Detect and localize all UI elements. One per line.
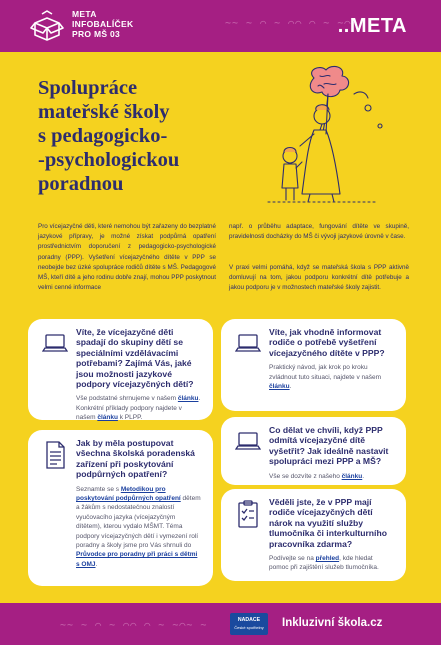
card-question: Jak by měla postupovat všechna školská poradenská zařízení při poskytování podpůrných opatření? xyxy=(76,438,195,480)
card-answer: Podívejte se na přehled, kde hledat pomoc při zajištění služeb tlumočníka. xyxy=(269,555,379,572)
clanek-link[interactable]: článku xyxy=(269,383,290,391)
info-card-ssp xyxy=(28,319,213,420)
info-card-interpreter xyxy=(221,489,406,581)
card-question: Co dělat ve chvíli, když PPP odmítá vícejazyčné dítě vyšetřit? Jak ideálně nastavit spolupráci mezi PPP a MŠ? xyxy=(269,425,389,467)
series-title: META INFOBALÍČEK PRO MŠ 03 xyxy=(72,9,134,39)
decorative-squiggle: ~~ ~ ⌒ ~ ⌒⌒ ⌒ ~ ~⌒~ ~ xyxy=(60,620,208,631)
info-card-ppp-procedure xyxy=(28,430,213,586)
nadace-ceske-sporitelny-logo[interactable]: NADACE České spořitelny xyxy=(230,613,268,635)
teacher-child-illustration xyxy=(228,64,428,204)
info-card-inform-parents xyxy=(221,319,406,411)
metodika-link[interactable]: Metodikou pro poskytování podpůrných opatření xyxy=(76,485,181,503)
open-box-icon xyxy=(30,9,64,43)
intro-left-paragraph: Pro vícejazyčné děti, které nemohou být zařazeny do bezplatné jazykové přípravy, je možné získat podpůrná opatření prostřednictvím doporučení z pedagogicko-psychologické poradny (PPP). Vyšetření vícejazyčného dítěte v PPP se neobejde bez úzké spolupráce rodičů dítěte s MŠ. Pedagogové MŠ, kteří dítě a jeho rodinu dobře znají, mohou PPP poskytnout velmi cenné informace xyxy=(38,223,216,292)
card-answer: Vše podstatné shrnujeme v našem článku. Konkrétní příklady podpory najdete v našem článku k PLPP. xyxy=(76,395,201,422)
laptop-icon xyxy=(235,427,261,457)
clipboard-checklist-icon xyxy=(235,499,261,529)
inkluzivni-skola-link[interactable]: Inkluzivní škola.cz xyxy=(282,617,383,629)
clanek-link[interactable]: článku xyxy=(177,395,199,403)
document-icon xyxy=(42,440,68,470)
prehled-link[interactable]: přehled xyxy=(315,555,340,563)
pruvodce-link[interactable]: Průvodce pro poradny při práci s dětmi s OMJ xyxy=(76,551,198,568)
page-title: Spolupráce mateřské školy s pedagogicko- -psychologickou poradnou xyxy=(38,77,180,195)
card-answer: Praktický návod, jak krok po kroku zvládnout tuto situaci, najdete v našem článku. xyxy=(269,364,382,391)
card-question: Věděli jste, že v PPP mají rodiče vícejazyčných dětí nárok na využití služby tlumočníka či interkulturního pracovníka zdarma? xyxy=(269,497,387,549)
clanek-plpp-link[interactable]: článku xyxy=(97,414,118,422)
laptop-icon xyxy=(235,329,261,359)
card-answer: Vše se dozvíte z našeho článku. xyxy=(269,472,365,480)
laptop-icon xyxy=(42,329,68,359)
decorative-squiggle: ~~ ~ ⌒ ~ ⌒⌒ ⌒ ~ ~⌒~ xyxy=(225,18,359,29)
meta-logo: ..META xyxy=(337,15,407,37)
card-question: Víte, jak vhodně informovat rodiče o potřebě vyšetření vícejazyčného dítěte v PPP? xyxy=(269,327,385,358)
card-answer: Seznamte se s Metodikou pro poskytování podpůrných opatření dětem a žákům s nedostatečnou znalostí vyučovacího jazyka (vícejazyčným dítětem), kterou vydalo MŠMT. Téma podpory vícejazyčných dětí i vymezení rolí poradny a školy jsme pro Vás shrnuli do Průvodce pro poradny při práci s dětmi s OMJ. xyxy=(76,485,201,568)
card-question: Víte, že vícejazyčné děti spadají do skupiny dětí se speciálními vzdělávacími potřebami? Zajímá Vás, jaké jsou možnosti jazykové podpory vícejazyčných dětí? xyxy=(76,327,194,390)
info-card-ppp-refuses xyxy=(221,417,406,485)
intro-right-paragraph-1: např. o průběhu adaptace, fungování dítěte ve skupině, pravidelnosti docházky do MŠ či vývoji jazykové úrovně v čase. xyxy=(229,223,409,241)
intro-right-paragraph-2: V praxi velmi pomáhá, když se mateřská škola s PPP aktivně domluvují na tom, jakou podporu konkrétní dítě potřebuje a jakou podporu je v možnostech mateřské školy zajistit. xyxy=(229,264,409,292)
clanek-link[interactable]: článku xyxy=(341,472,363,480)
